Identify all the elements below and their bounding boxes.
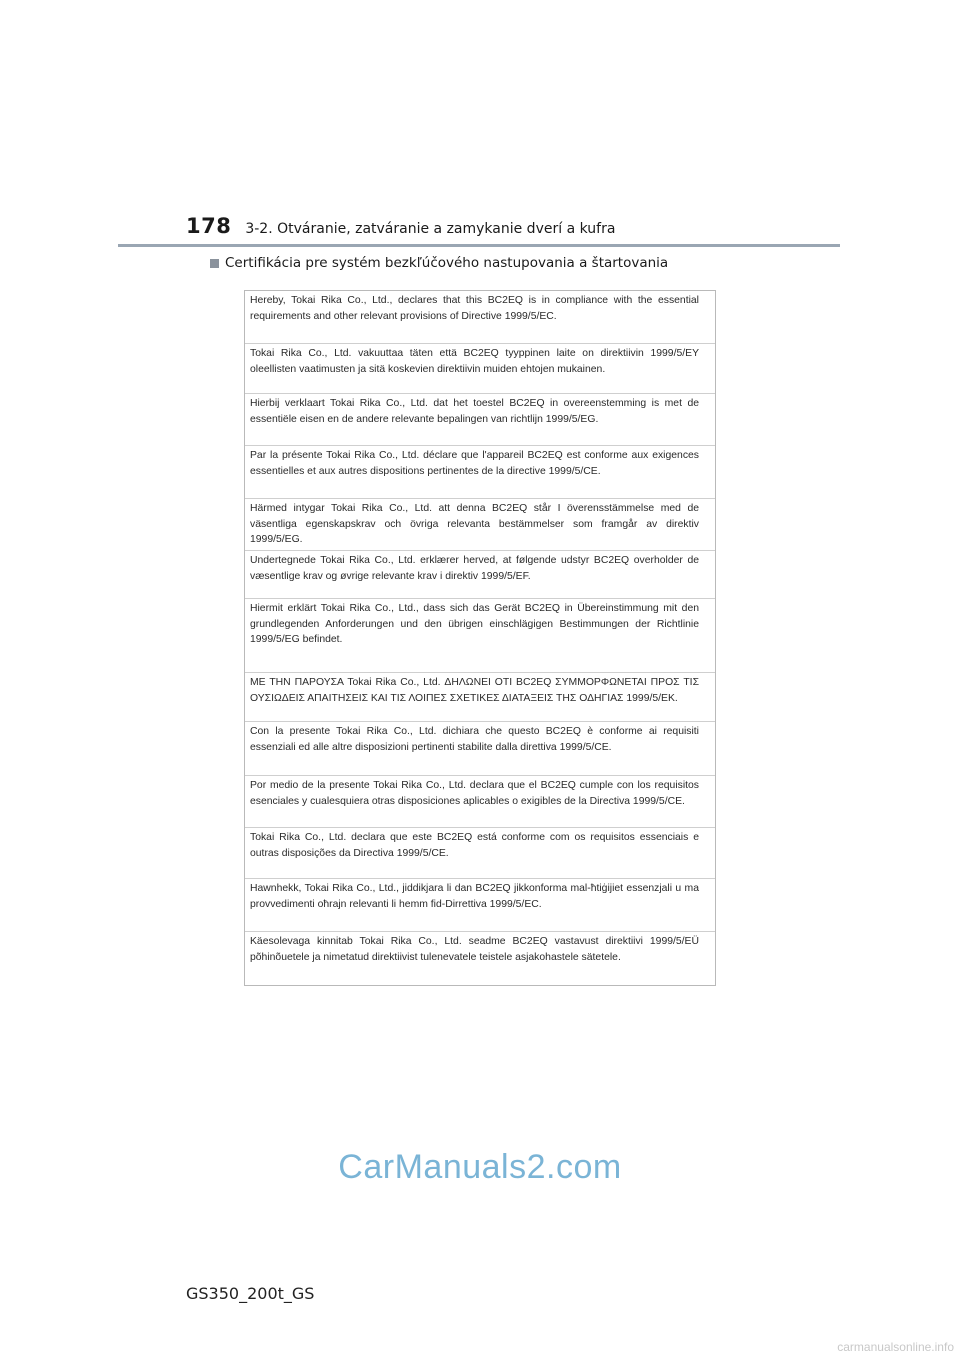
declaration-row: Hierbij verklaart Tokai Rika Co., Ltd. dat het toestel BC2EQ in overeenstemming is met de essentiële eisen en de andere relevante bepalingen van richtlijn 1999/5/EG. xyxy=(245,394,715,446)
subheading-text: Certifikácia pre systém bezkľúčového nastupovania a štartovania xyxy=(225,255,669,271)
header-divider xyxy=(118,244,840,247)
declaration-row: Hiermit erklärt Tokai Rika Co., Ltd., dass sich das Gerät BC2EQ in Übereinstimmung mit den grundlegenden Anforderungen und den übrigen einschlägigen Bestimmungen der Richtlinie 1999/5/EG befindet. xyxy=(245,599,715,673)
watermark-logo: CarManuals2.com xyxy=(338,1148,622,1186)
certification-table xyxy=(244,290,716,986)
site-watermark: carmanualsonline.info xyxy=(837,1340,954,1354)
square-bullet-icon xyxy=(210,259,219,268)
declaration-row: Par la présente Tokai Rika Co., Ltd. déclare que l'appareil BC2EQ est conforme aux exigences essentielles et aux autres dispositions pertinentes de la directive 1999/5/CE. xyxy=(245,446,715,499)
declaration-row: Tokai Rika Co., Ltd. vakuuttaa täten että BC2EQ tyyppinen laite on direktiivin 1999/5/EY oleellisten vaatimusten ja sitä koskevien direktiivin muiden ehtojen mukainen. xyxy=(245,344,715,394)
section-title: 3-2. Otváranie, zatváranie a zamykanie dverí a kufra xyxy=(245,221,616,237)
declaration-row: Hereby, Tokai Rika Co., Ltd., declares that this BC2EQ is in compliance with the essential requirements and other relevant provisions of Directive 1999/5/EC. xyxy=(245,291,715,344)
declaration-row: Käesolevaga kinnitab Tokai Rika Co., Ltd. seadme BC2EQ vastavust direktiivi 1999/5/EÜ põhinõuetele ja nimetatud direktiivist tulenevatele teistele asjakohastele sätetele. xyxy=(250,936,699,963)
declaration-row: ΜΕ ΤΗΝ ΠΑΡΟΥΣΑ Tokai Rika Co., Ltd. ΔΗΛΩΝΕΙ ΟΤΙ BC2EQ ΣΥΜΜΟΡΦΩΝΕΤΑΙ ΠΡΟΣ ΤΙΣ ΟΥΣΙΩΔΕΙΣ ΑΠΑΙΤΗΣΕΙΣ ΚΑΙ ΤΙΣ ΛΟΙΠΕΣ ΣΧΕΤΙΚΕΣ ΔΙΑΤΑΞΕΙΣ ΤΗΣ ΟΔΗΓΙΑΣ 1999/5/ΕΚ. xyxy=(245,673,715,722)
page-number: 178 xyxy=(186,214,232,238)
declaration-row: Undertegnede Tokai Rika Co., Ltd. erklærer herved, at følgende udstyr BC2EQ overholder de væsentlige krav og øvrige relevante krav i direktiv 1999/5/EF. xyxy=(245,551,715,599)
declaration-row: Con la presente Tokai Rika Co., Ltd. dichiara che questo BC2EQ è conforme ai requisiti essenziali ed alle altre disposizioni pertinenti stabilite dalla direttiva 1999/5/CE. xyxy=(245,722,715,776)
subheading xyxy=(210,255,668,271)
model-code: GS350_200t_GS xyxy=(186,1284,315,1303)
declaration-row: Hawnhekk, Tokai Rika Co., Ltd., jiddikjara li dan BC2EQ jikkonforma mal-ħtiġijiet essenzjali u ma provvedimenti oħrajn relevanti li hemm fid-Dirrettiva 1999/5/EC. xyxy=(245,879,715,932)
declaration-row: Tokai Rika Co., Ltd. declara que este BC2EQ está conforme com os requisitos essenciais e outras disposições da Directiva 1999/5/CE. xyxy=(245,828,715,879)
page-header xyxy=(186,214,615,246)
declaration-row: Por medio de la presente Tokai Rika Co., Ltd. declara que el BC2EQ cumple con los requisitos esenciales y cualesquiera otras disposiciones aplicables o exigibles de la Directiva 1999/5/CE. xyxy=(245,776,715,828)
declaration-row: Härmed intygar Tokai Rika Co., Ltd. att denna BC2EQ står I överensstämmelse med de väsentliga egenskapskrav och övriga relevanta bestämmelser som framgår av direktiv 1999/5/EG. xyxy=(245,499,715,551)
